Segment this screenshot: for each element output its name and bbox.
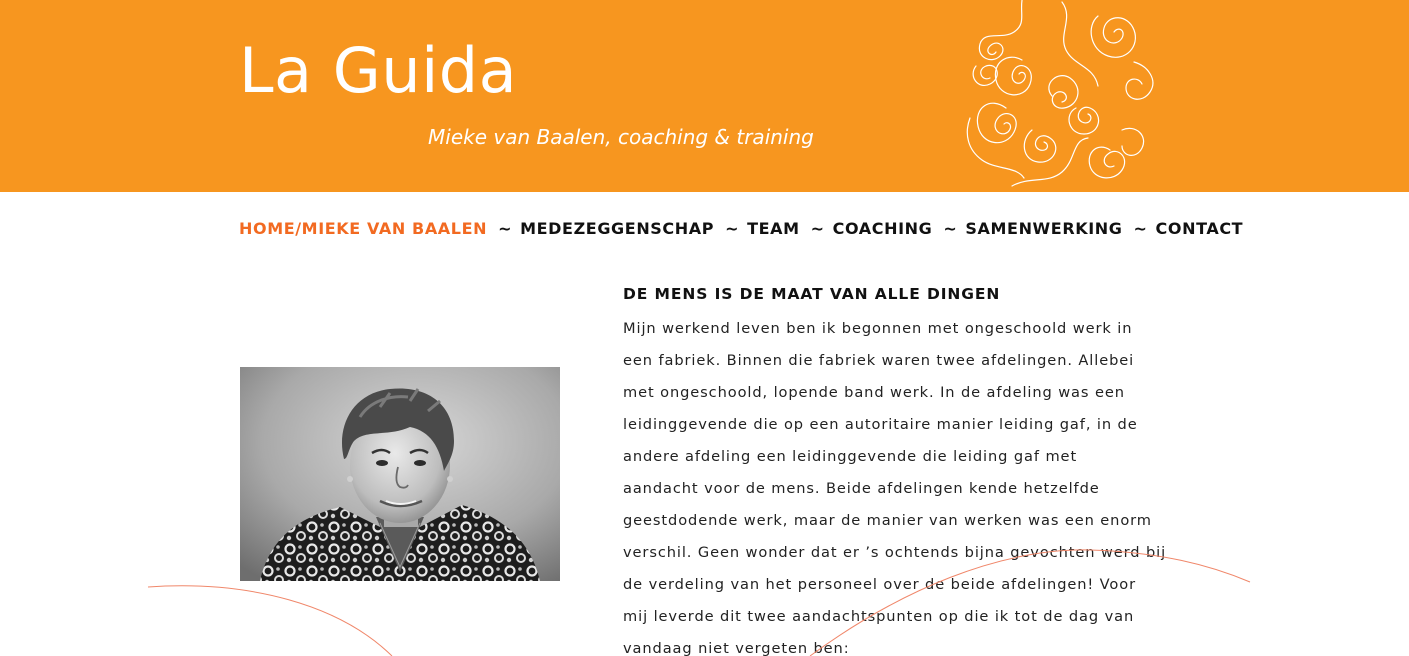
body-line: leidinggevende die op een autoritaire manier leiding gaf, in de <box>623 416 1138 433</box>
site-tagline: Mieke van Baalen, coaching & training <box>428 125 814 149</box>
body-line: vandaag niet vergeten ben: <box>623 640 850 656</box>
nav-item-medezeggenschap[interactable]: MEDEZEGGENSCHAP <box>520 219 715 238</box>
content-heading: DE MENS IS DE MAAT VAN ALLE DINGEN <box>623 285 1001 303</box>
nav-separator: ~ <box>498 219 513 238</box>
nav-item-coaching[interactable]: COACHING <box>832 219 933 238</box>
body-line: Mijn werkend leven ben ik begonnen met ongeschoold werk in <box>623 320 1133 337</box>
nav-item-contact[interactable]: CONTACT <box>1155 219 1244 238</box>
swirl-doodle-icon <box>962 0 1172 192</box>
main-content <box>623 281 1168 656</box>
content-body <box>623 313 1168 656</box>
body-line: andere afdeling een leidinggevende die leiding gaf met <box>623 448 1078 465</box>
nav-item-samenwerking[interactable]: SAMENWERKING <box>965 219 1123 238</box>
site-title-link[interactable]: La Guida <box>239 34 518 107</box>
main-nav <box>239 216 1243 242</box>
portrait-illustration <box>240 367 560 581</box>
nav-separator: ~ <box>1133 219 1148 238</box>
site-header <box>0 0 1409 192</box>
nav-separator: ~ <box>810 219 825 238</box>
nav-item-home[interactable]: HOME/MIEKE VAN BAALEN <box>239 219 488 238</box>
nav-separator: ~ <box>943 219 958 238</box>
nav-separator: ~ <box>725 219 740 238</box>
portrait-photo <box>240 367 560 581</box>
body-line: verschil. Geen wonder dat er ’s ochtends bijna gevochten werd bij <box>623 544 1167 561</box>
body-line: met ongeschoold, lopende band werk. In de afdeling was een <box>623 384 1125 401</box>
body-line: geestdodende werk, maar de manier van werken was een enorm <box>623 512 1152 529</box>
body-line: de verdeling van het personeel over de beide afdelingen! Voor <box>623 576 1136 593</box>
body-line: aandacht voor de mens. Beide afdelingen kende hetzelfde <box>623 480 1100 497</box>
nav-item-team[interactable]: TEAM <box>747 219 800 238</box>
body-line: mij leverde dit twee aandachtspunten op die ik tot de dag van <box>623 608 1135 625</box>
body-line: een fabriek. Binnen die fabriek waren twee afdelingen. Allebei <box>623 352 1135 369</box>
